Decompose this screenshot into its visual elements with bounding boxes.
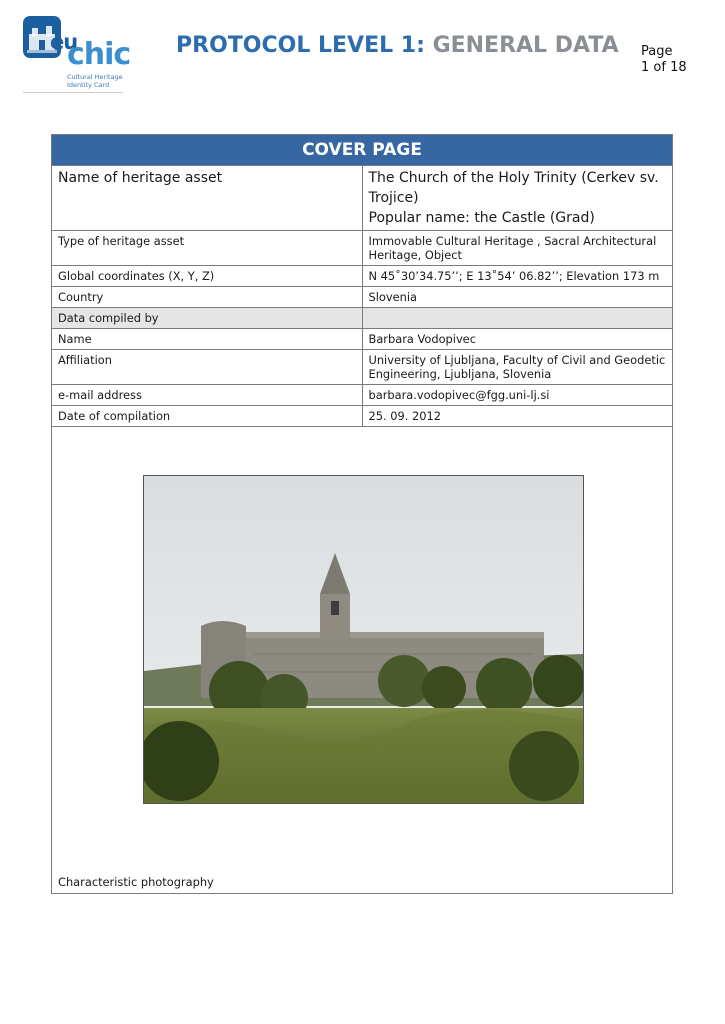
row-value: N 45˚30’34.75’’; E 13˚54’ 06.82’’; Elevation 173 m xyxy=(362,266,673,287)
row-value: Slovenia xyxy=(362,287,673,308)
frame-border-right xyxy=(672,400,673,894)
row-label: Name xyxy=(52,329,363,350)
frame-border-left xyxy=(51,400,52,894)
title-general-data: GENERAL DATA xyxy=(432,33,619,58)
row-label: Country xyxy=(52,287,363,308)
row-label: Type of heritage asset xyxy=(52,231,363,266)
row-label: Global coordinates (X, Y, Z) xyxy=(52,266,363,287)
page-count: 1 of 18 xyxy=(641,60,687,75)
row-value: Immovable Cultural Heritage , Sacral Architectural Heritage, Object xyxy=(362,231,673,266)
row-value: Barbara Vodopivec xyxy=(362,329,673,350)
logo-eu-text: eu xyxy=(50,30,78,54)
cover-table xyxy=(51,134,673,427)
table-row xyxy=(52,406,673,427)
row-label: Affiliation xyxy=(52,350,363,385)
title-protocol: PROTOCOL LEVEL 1: xyxy=(176,33,425,58)
table-row xyxy=(52,350,673,385)
row-label: Date of compilation xyxy=(52,406,363,427)
photo-caption: Characteristic photography xyxy=(58,875,214,889)
page-label: Page xyxy=(641,44,673,59)
heritage-name-value: The Church of the Holy Trinity (Cerkev sv. Trojice) xyxy=(368,170,659,206)
logo-subtitle: Cultural Heritage xyxy=(67,73,123,81)
cover-heading: COVER PAGE xyxy=(52,135,673,166)
logo-divider xyxy=(23,92,123,93)
logo-subtitle: Identity Card xyxy=(67,81,110,89)
table-row xyxy=(52,166,673,231)
table-row xyxy=(52,385,673,406)
logo-chic-text: chic xyxy=(67,37,131,72)
table-row xyxy=(52,231,673,266)
church-photo xyxy=(143,475,584,804)
row-value xyxy=(362,308,673,329)
page-title xyxy=(176,33,619,58)
row-label: Data compiled by xyxy=(52,308,363,329)
page-number xyxy=(641,44,687,76)
row-value: barbara.vodopivec@fgg.uni-lj.si xyxy=(362,385,673,406)
row-label: Name of heritage asset xyxy=(52,166,363,231)
row-label: e-mail address xyxy=(52,385,363,406)
table-row xyxy=(52,287,673,308)
table-row xyxy=(52,266,673,287)
row-value: 25. 09. 2012 xyxy=(362,406,673,427)
row-value xyxy=(362,166,673,231)
table-row xyxy=(52,308,673,329)
popular-name-value: Popular name: the Castle (Grad) xyxy=(368,210,595,226)
table-row xyxy=(52,329,673,350)
frame-border-bottom xyxy=(51,893,673,894)
row-value: University of Ljubljana, Faculty of Civil and Geodetic Engineering, Ljubljana, Slovenia xyxy=(362,350,673,385)
euchic-logo xyxy=(23,16,131,89)
cover-heading-row xyxy=(52,135,673,166)
